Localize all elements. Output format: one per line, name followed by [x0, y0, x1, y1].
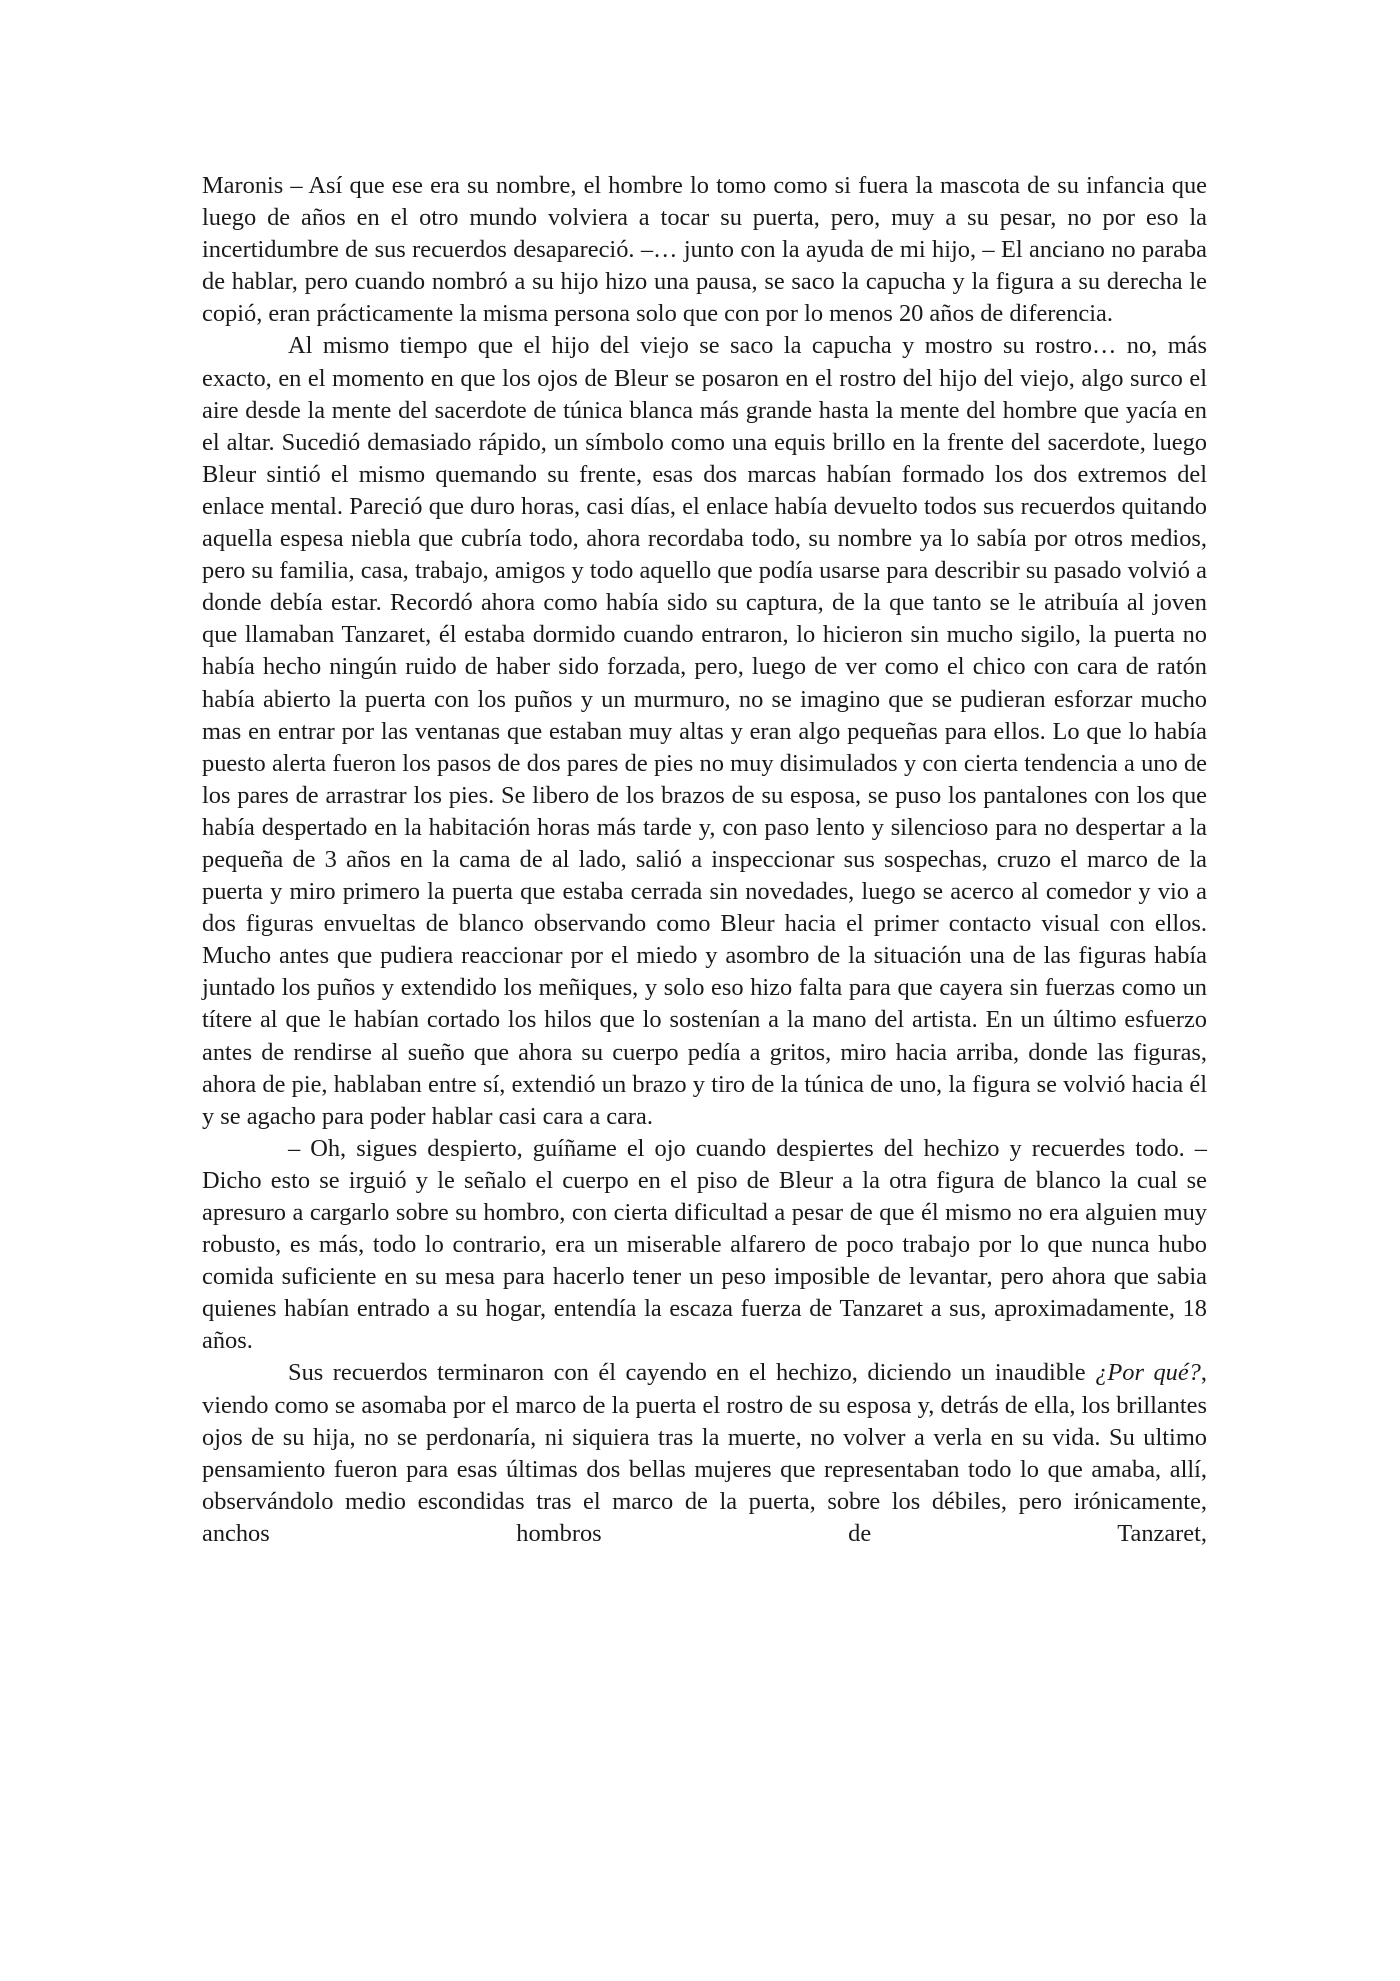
paragraph-2: [202, 330, 1207, 1132]
paragraph-text: Al mismo tiempo que el hijo del viejo se saco la capucha y mostro su rostro… no, más exacto, en el momento en que los ojos de Bleur se posaron en el rostro del hijo del viejo, algo surco el aire desde la mente del sacerdote de túnica blanca más grande hasta la mente del hombre que yacía en el altar. Sucedió demasiado rápido, un símbolo como una equis brillo en la frente del sacerdote, luego Bleur sintió el mismo quemando su frente, esas dos marcas habían formado los dos extremos del enlace mental. Pareció que duro horas, casi días, el enlace había devuelto todos sus recuerdos quitando aquella espesa niebla que cubría todo, ahora recordaba todo, su nombre ya lo sabía por otros medios, pero su familia, casa, trabajo, amigos y todo aquello que podía usarse para describir su pasado volvió a donde debía estar. Recordó ahora como había sido su captura, de la que tanto se le atribuía al joven que llamaban Tanzaret, él estaba dormido cuando entraron, lo hicieron sin mucho sigilo, la puerta no había hecho ningún ruido de haber sido forzada, pero, luego de ver como el chico con cara de ratón había abierto la puerta con los puños y un murmuro, no se imagino que se pudieran esforzar mucho mas en entrar por las ventanas que estaban muy altas y eran algo pequeñas para ellos. Lo que lo había puesto alerta fueron los pasos de dos pares de pies no muy disimulados y con cierta tendencia a uno de los pares de arrastrar los pies. Se libero de los brazos de su esposa, se puso los pantalones con los que había despertado en la habitación horas más tarde y, con paso lento y silencioso para no despertar a la pequeña de 3 años en la cama de al lado, salió a inspeccionar sus sospechas, cruzo el marco de la puerta y miro primero la puerta que estaba cerrada sin novedades, luego se acerco al comedor y vio a dos figuras envueltas de blanco observando como Bleur hacia el primer contacto visual con ellos. Mucho antes que pudiera reaccionar por el miedo y asombro de la situación una de las figuras había juntado los puños y extendido los meñiques, y solo eso hizo falta para que cayera sin fuerzas como un títere al que le habían cortado los hilos que lo sostenían a la mano del artista. En un último esfuerzo antes de rendirse al sueño que ahora su cuerpo pedía a gritos, miro hacia arriba, donde las figuras, ahora de pie, hablaban entre sí, extendió un brazo y tiro de la túnica de uno, la figura se volvió hacia él y se agacho para poder hablar casi cara a cara.: [202, 332, 1207, 1130]
document-page: [202, 170, 1207, 1550]
italic-question: ¿Por qué?: [1095, 1359, 1201, 1387]
paragraph-text: Sus recuerdos terminaron con él cayendo en el hechizo, diciendo un inaudible: [288, 1359, 1096, 1387]
paragraph-1: [202, 170, 1207, 330]
paragraph-text: – Oh, sigues despierto, guíñame el ojo cuando despiertes del hechizo y recuerdes todo. – Dicho esto se irguió y le señalo el cuerpo en el piso de Bleur a la otra figura de blanco la cual se apresuro a cargarlo sobre su hombro, con cierta dificultad a pesar de que él mismo no era alguien muy robusto, es más, todo lo contrario, era un miserable alfarero de poco trabajo por lo que nunca hubo comida suficiente en su mesa para hacerlo tener un peso imposible de levantar, pero ahora que sabia quienes habían entrado a su hogar, entendía la escaza fuerza de Tanzaret a sus, aproximadamente, 18 años.: [202, 1134, 1207, 1355]
paragraph-text: , viendo como se asomaba por el marco de la puerta el rostro de su esposa y, detrás de ella, los brillantes ojos de su hija, no se perdonaría, ni siquiera tras la muerte, no volver a verla en su vida. Su ultimo pensamiento fueron para esas últimas dos bellas mujeres que representaban todo lo que amaba, allí, observándolo medio escondidas tras el marco de la puerta, sobre los débiles, pero irónicamente, anchos hombros de Tanzaret,: [202, 1359, 1207, 1547]
paragraph-text: Maronis – Así que ese era su nombre, el hombre lo tomo como si fuera la mascota de su infancia que luego de años en el otro mundo volviera a tocar su puerta, pero, muy a su pesar, no por eso la incertidumbre de sus recuerdos desapareció. –… junto con la ayuda de mi hijo, – El anciano no paraba de hablar, pero cuando nombró a su hijo hizo una pausa, se saco la capucha y la figura a su derecha le copió, eran prácticamente la misma persona solo que con por lo menos 20 años de diferencia.: [202, 172, 1207, 328]
paragraph-4: [202, 1357, 1207, 1550]
paragraph-3: [202, 1133, 1207, 1358]
